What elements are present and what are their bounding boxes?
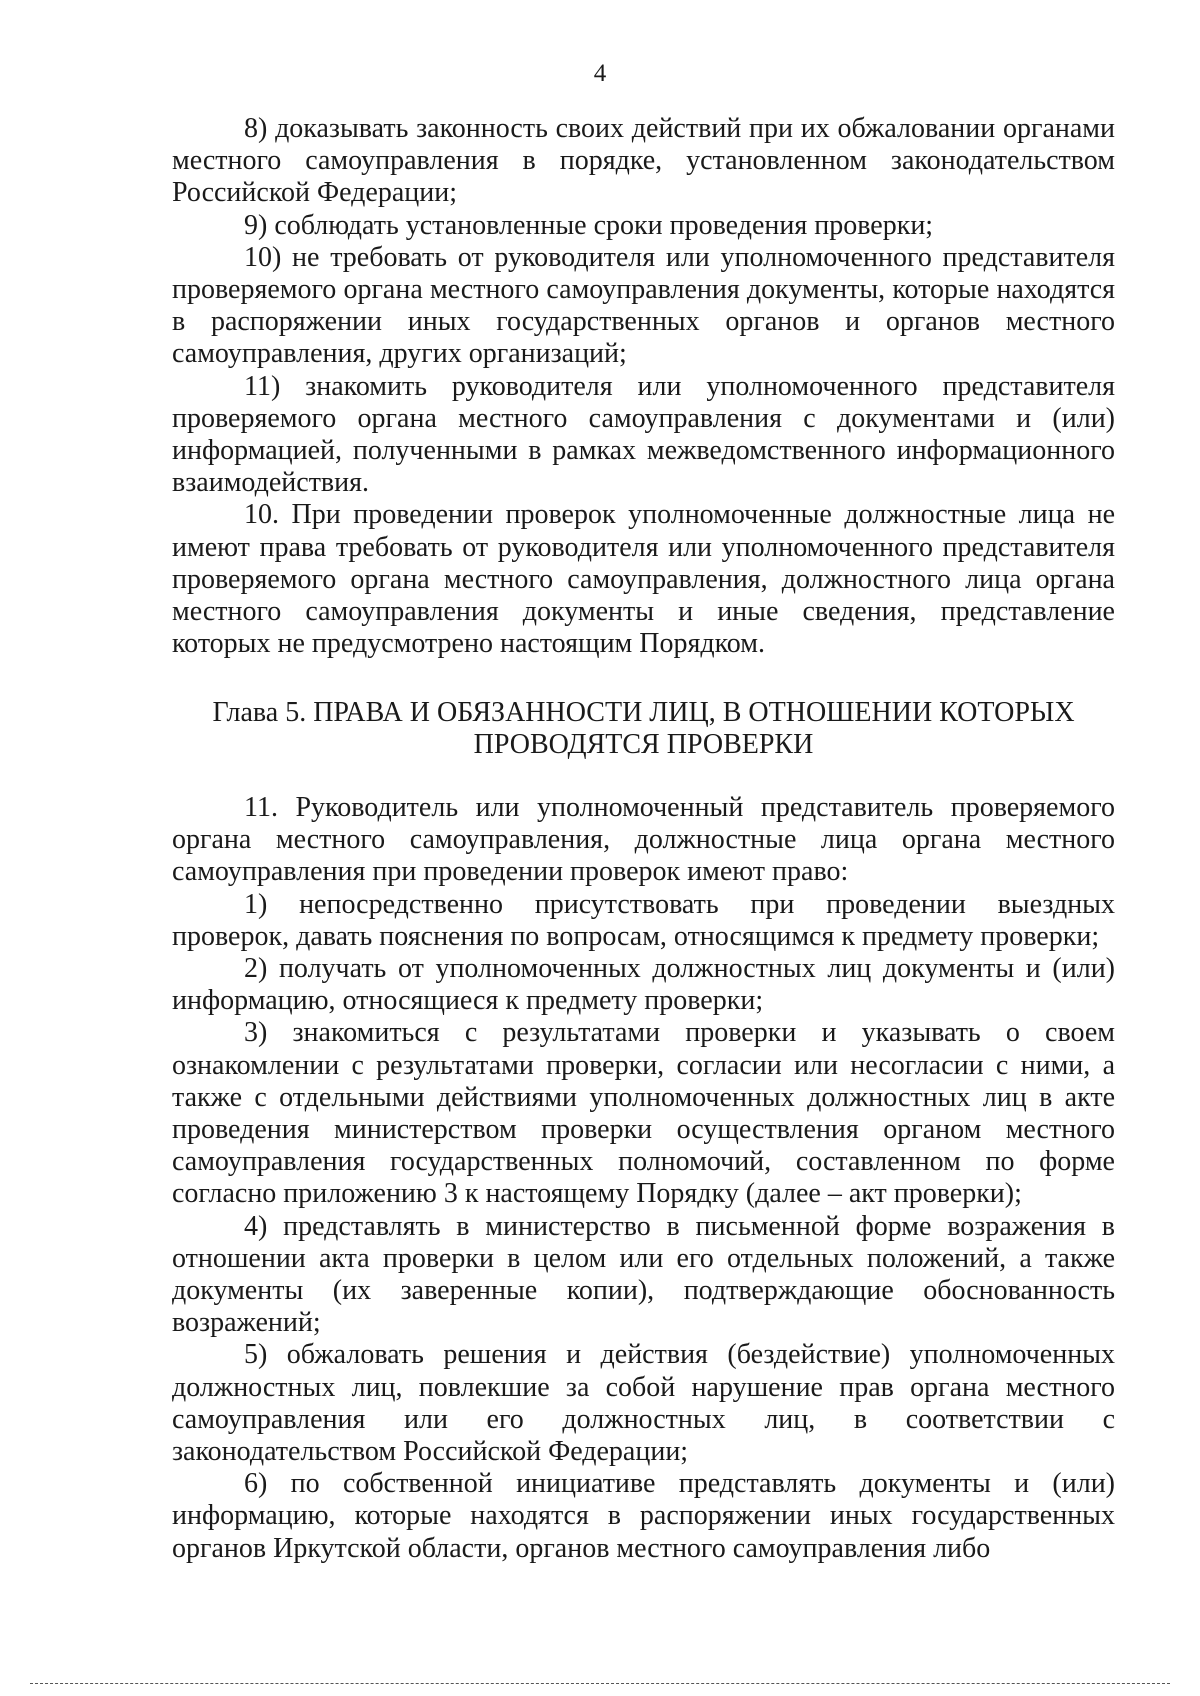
chapter-heading-line-1: Глава 5. ПРАВА И ОБЯЗАННОСТИ ЛИЦ, В ОТНОШЕНИИ КОТОРЫХ (212, 697, 1075, 728)
item-10-paragraph: 10) не требовать от руководителя или уполномоченного представителя проверяемого органа местного самоуправления документы, которые находятся в распоряжении иных государственных органов и органов местного самоуправления, других организаций; (172, 241, 1115, 370)
right-3-paragraph: 3) знакомиться с результатами проверки и указывать о своем ознакомлении с результатами проверки, согласии или несогласии с ними, а также с отдельными действиями уполномоченных должностных лиц в акте проведения министерством проверки осуществления органом местного самоуправления государственных полномочий, составленном по форме согласно приложению 3 к настоящему Порядку (далее – акт проверки); (172, 1017, 1115, 1210)
chapter-5-paragraphs (172, 792, 1115, 1565)
clause-10-paragraph: 10. При проведении проверок уполномоченные должностные лица не имеют права требовать от руководителя или уполномоченного представителя проверяемого органа местного самоуправления, должностного лица органа местного самоуправления документы и иные сведения, представление которых не предусмотрено настоящим Порядком. (172, 499, 1115, 660)
item-11-paragraph: 11) знакомить руководителя или уполномоченного представителя проверяемого органа местного самоуправления с документами и (или) информацией, полученными в рамках межведомственного информационного взаимодействия. (172, 370, 1115, 499)
right-5-paragraph: 5) обжаловать решения и действия (бездействие) уполномоченных должностных лиц, повлекшие за собой нарушение прав органа местного самоуправления или его должностных лиц, в соответствии с законодательством Российской Федерации; (172, 1339, 1115, 1468)
chapter-heading (172, 697, 1115, 761)
right-2-paragraph: 2) получать от уполномоченных должностных лиц документы и (или) информацию, относящиеся к предмету проверки; (172, 953, 1115, 1017)
right-6-paragraph: 6) по собственной инициативе представлять документы и (или) информацию, которые находятся в распоряжении иных государственных органов Иркутской области, органов местного самоуправления либо (172, 1468, 1115, 1564)
item-9-paragraph: 9) соблюдать установленные сроки проведения проверки; (244, 209, 934, 241)
paragraphs-before-chapter (172, 113, 1115, 660)
item-8-paragraph: 8) доказывать законность своих действий при их обжаловании органами местного самоуправления в порядке, установленном законодательством Российской Федерации; (172, 113, 1115, 209)
page-number: 4 (593, 60, 607, 87)
clause-11-paragraph: 11. Руководитель или уполномоченный представитель проверяемого органа местного самоуправления, должностные лица органа местного самоуправления при проведении проверок имеют право: (172, 792, 1115, 888)
footer-divider (30, 1683, 1170, 1684)
right-4-paragraph: 4) представлять в министерство в письменной форме возражения в отношении акта проверки в целом или его отдельных положений, а также документы (их заверенные копии), подтверждающие обоснованность возражений; (172, 1210, 1115, 1339)
right-1-paragraph: 1) непосредственно присутствовать при проведении выездных проверок, давать пояснения по вопросам, относящимся к предмету проверки; (172, 888, 1115, 952)
chapter-heading-line-2: ПРОВОДЯТСЯ ПРОВЕРКИ (473, 729, 814, 761)
